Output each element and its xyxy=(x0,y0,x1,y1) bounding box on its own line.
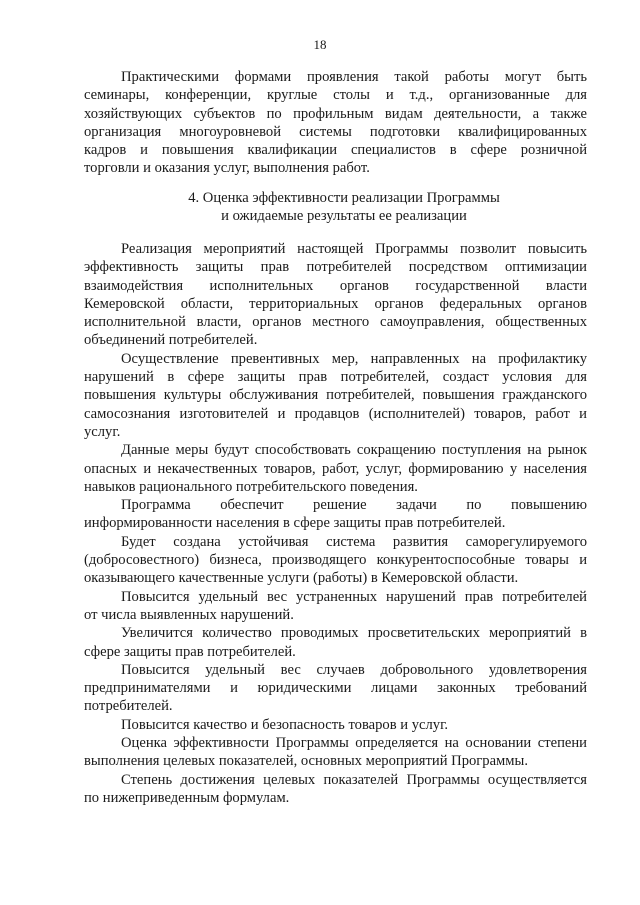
text-line: Данные меры будут способствовать сокращению поступления на рынок xyxy=(121,442,587,459)
text-line: Увеличится количество проводимых просветительских мероприятий в xyxy=(121,625,587,642)
text-line: предпринимателями и юридическими лицами законных требований xyxy=(84,680,587,697)
section-heading-line-2: и ожидаемые результаты ее реализации xyxy=(221,208,467,225)
text-line: оказывающего качественные услуги (работы) в Кемеровской области. xyxy=(84,570,519,587)
text-line: хозяйствующих субъектов по профильным видам деятельности, а также xyxy=(84,105,587,122)
text-line: Реализация мероприятий настоящей Программы позволит повысить xyxy=(121,241,587,257)
intro-paragraph xyxy=(84,68,587,178)
section-body xyxy=(84,240,587,807)
text-line: Повысится удельный вес случаев добровольного удовлетворения xyxy=(121,661,587,678)
text-line: повышения культуры обслуживания потребителей, повышения гражданского xyxy=(84,387,587,404)
text-line: взаимодействия исполнительных органов государственной власти xyxy=(84,277,587,294)
text-line: кадров и повышения квалификации специалистов в сфере розничной xyxy=(84,142,587,159)
text-line: Степень достижения целевых показателей Программы осуществляется xyxy=(121,771,587,788)
text-line: по нижеприведенным формулам. xyxy=(84,789,290,806)
text-line: сфере защиты прав потребителей. xyxy=(84,643,296,660)
text-line: Будет создана устойчивая система развития саморегулируемого xyxy=(121,533,587,550)
text-line: Повысится качество и безопасность товаров и услуг. xyxy=(121,716,449,733)
text-line: выполнения целевых показателей, основных мероприятий Программы. xyxy=(84,753,528,770)
text-line: торговли и оказания услуг, выполнения работ. xyxy=(84,160,370,177)
text-line: семинары, конференции, круглые столы и т.д., организованные для xyxy=(84,87,587,104)
text-line: нарушений в сфере защиты прав потребителей, создаст условия для xyxy=(84,369,587,386)
text-line: исполнительной власти, органов местного самоуправления, общественных xyxy=(84,314,587,331)
text-line: услуг. xyxy=(84,423,121,440)
text-line: Программа обеспечит решение задачи по повышению xyxy=(121,497,587,514)
text-line: эффективность защиты прав потребителей посредством оптимизации xyxy=(84,259,587,276)
text-line: опасных и некачественных товаров, работ, услуг, формированию у населения xyxy=(84,460,587,477)
text-line: информированности населения в сфере защиты прав потребителей. xyxy=(84,515,506,532)
text-line: Кемеровской области, территориальных органов федеральных органов xyxy=(84,295,587,312)
text-line: объединений потребителей. xyxy=(84,332,258,349)
text-line: от числа выявленных нарушений. xyxy=(84,606,294,623)
text-line: (добросовестного) бизнеса, производящего конкурентоспособные товары и xyxy=(84,552,587,569)
page-number: 18 xyxy=(313,37,327,52)
text-line: Оценка эффективности Программы определяется на основании степени xyxy=(121,735,587,752)
text-line: потребителей. xyxy=(84,698,173,715)
text-line: самосознания изготовителей и продавцов (исполнителей) товаров, работ и xyxy=(84,405,587,422)
section-heading xyxy=(84,189,604,226)
text-line: Практическими формами проявления такой работы могут быть xyxy=(121,69,587,85)
text-line: Осуществление превентивных мер, направленных на профилактику xyxy=(121,350,587,367)
section-heading-line-1: 4. Оценка эффективности реализации Программы xyxy=(188,190,500,206)
text-line: организация многоуровневой системы подготовки квалифицированных xyxy=(84,123,587,140)
text-line: Повысится удельный вес устраненных нарушений прав потребителей xyxy=(121,588,587,605)
text-line: навыков рационального потребительского поведения. xyxy=(84,478,418,495)
